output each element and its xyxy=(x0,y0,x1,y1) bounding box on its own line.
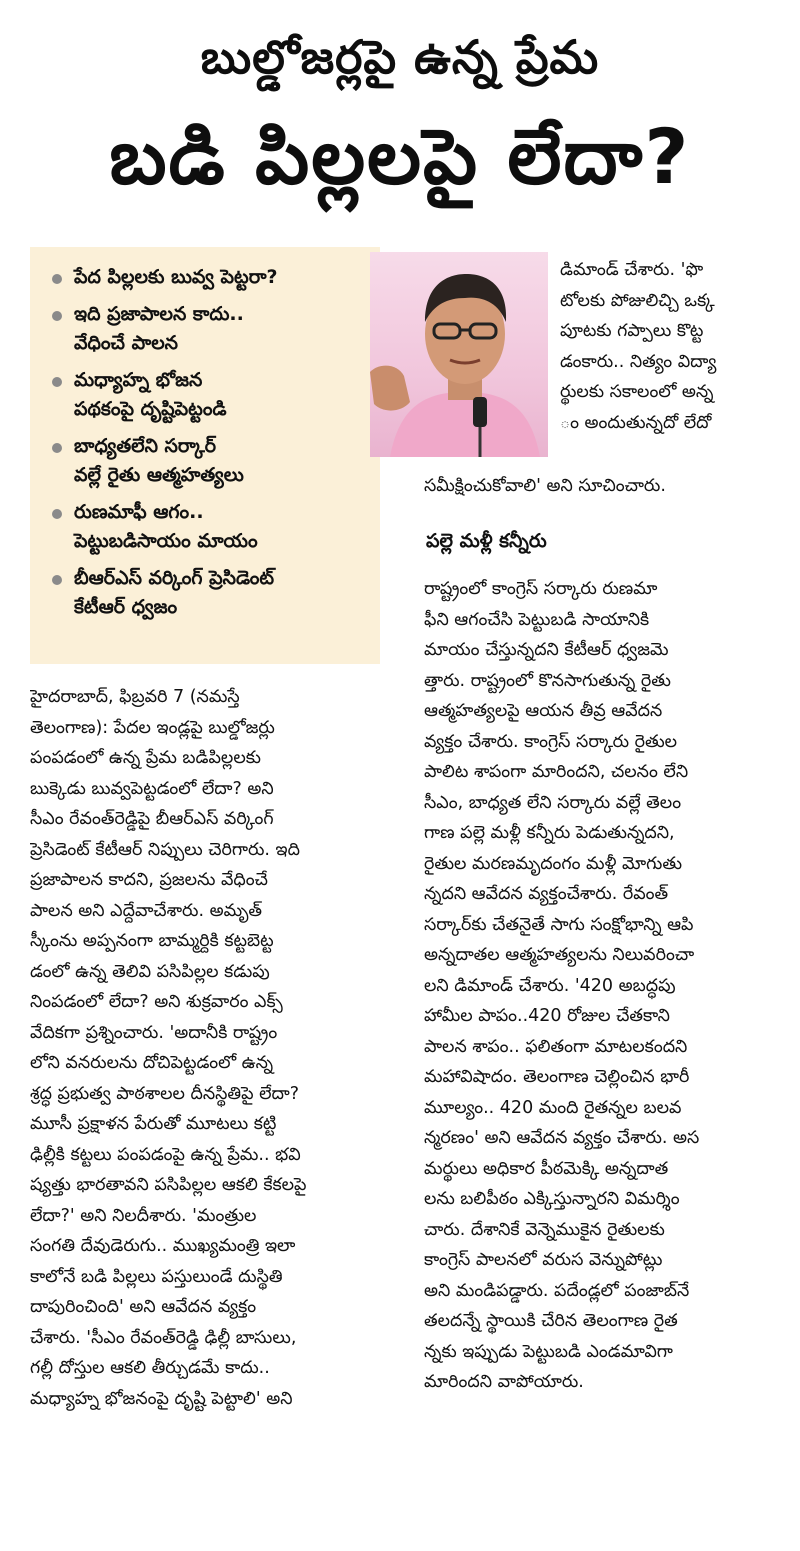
article-line: దాపురించింది' అని ఆవేదన వ్యక్తం xyxy=(30,1297,257,1317)
article-line: తెలంగాణ): పేదల ఇండ్లపై బుల్డోజర్లు xyxy=(30,717,275,738)
article-line: ష్యత్తు భారతావని పసిపిల్లల ఆకలి కేకలపై xyxy=(30,1175,307,1195)
highlight-text: ఇది ప్రజాపాలన కాదు.. xyxy=(74,303,244,325)
article-line: సమీక్షించుకోవాలి' అని సూచించారు. xyxy=(424,476,666,496)
highlights-box xyxy=(30,247,380,664)
article-line: ప్రెసిడెంట్ కేటీఆర్ నిప్పులు చెరిగారు. ఇది xyxy=(30,839,300,860)
highlight-text: కేటీఆర్ ధ్వజం xyxy=(74,596,178,618)
article-line: వ్యక్తం చేశారు. కాంగ్రెస్ సర్కారు రైతుల xyxy=(424,731,678,752)
subheading: పల్లె మళ్లీ కన్నీరు xyxy=(426,530,547,552)
headline-line-1: బుల్డోజర్లపై ఉన్న ప్రేమ xyxy=(200,30,600,84)
highlight-item xyxy=(52,564,370,622)
article-line: మధ్యాహ్న భోజనంపై దృష్టి పెట్టాలి' అని xyxy=(30,1388,293,1409)
highlight-text: మధ్యాహ్న భోజన xyxy=(74,369,203,391)
highlight-item xyxy=(52,263,370,292)
article-line: సీఎం, బాధ్యత లేని సర్కారు వల్లే తెలం xyxy=(424,792,682,813)
article-line: ర్థులకు సకాలంలో అన్న xyxy=(560,382,714,402)
article-line: పాలన అని ఎద్దేవాచేశారు. అమృత్ xyxy=(30,900,263,921)
highlight-item xyxy=(52,432,370,490)
speaker-photo xyxy=(370,252,548,457)
bullet-icon xyxy=(52,377,62,387)
article-column-right xyxy=(424,574,792,1398)
article-line: నింపడంలో లేదా? అని శుక్రవారం ఎక్స్ xyxy=(30,992,283,1012)
article-line: అన్నదాతల ఆత్మహత్యలను నిలువరించా xyxy=(424,945,695,965)
article-line: హైదరాబాద్, ఫిబ్రవరి 7 (నమస్తే xyxy=(30,687,240,707)
article-line: లను బలిపీఠం ఎక్కిస్తున్నారని విమర్శిం xyxy=(424,1189,680,1209)
highlight-text: బీఆర్ఎస్ వర్కింగ్ ప్రెసిడెంట్ xyxy=(74,567,275,589)
article-line: బుక్కెడు బువ్వపెట్టడంలో లేదా? అని xyxy=(30,778,274,799)
bullet-icon xyxy=(52,443,62,453)
bullet-icon xyxy=(52,311,62,321)
article-line: డంలో ఉన్న తెలివి పసిపిల్లల కడుపు xyxy=(30,961,270,982)
highlight-text: పథకంపై దృష్టిపెట్టండి xyxy=(74,398,227,420)
highlight-text: పెట్టుబడిసాయం మాయం xyxy=(74,530,258,552)
highlight-text: రుణమాఫీ ఆగం.. xyxy=(74,501,204,523)
article-line: లేదా?' అని నిలదీశారు. 'మంత్రుల xyxy=(30,1205,257,1226)
highlight-text: బాధ్యతలేని సర్కార్ xyxy=(74,435,217,457)
article-line: ఆత్మహత్యలపై ఆయన తీవ్ర ఆవేదన xyxy=(424,701,663,721)
highlight-item xyxy=(52,300,370,358)
article-line: రాష్ట్రంలో కాంగ్రెస్ సర్కారు రుణమా xyxy=(424,579,658,599)
article-line: కాలోనే బడి పిల్లలు పస్తులుండే దుస్థితి xyxy=(30,1266,283,1287)
highlight-item xyxy=(52,366,370,424)
article-line: అని మండిపడ్డారు. పదేండ్లలో పంజాబ్‌నే xyxy=(424,1280,690,1301)
article-line: గల్లీ దోస్తుల ఆకలి తీర్చుడమే కాదు.. xyxy=(30,1358,270,1378)
article-column-right-top xyxy=(560,255,792,438)
speaker-photo-illustration xyxy=(370,252,548,457)
headline-line-2: బడి పిల్లలపై లేదా? xyxy=(109,112,691,201)
bullet-icon xyxy=(52,509,62,519)
article-column-right-wide xyxy=(424,471,792,502)
highlight-item xyxy=(52,498,370,556)
article-line: స్కీంను అప్పనంగా బామ్మర్దికి కట్టబెట్ట xyxy=(30,931,274,951)
article-line: ప్రజాపాలన కాదని, ప్రజలను వేధించే xyxy=(30,870,268,890)
article-line: మహావిషాదం. తెలంగాణ చెల్లించిన భారీ xyxy=(424,1067,690,1087)
article-line: మూసీ ప్రక్షాళన పేరుతో మూటలు కట్టి xyxy=(30,1114,277,1134)
article-line: హామీల పాపం..420 రోజుల చేతకాని xyxy=(424,1006,670,1026)
article-line: లోని వనరులను దోచిపెట్టడంలో ఉన్న xyxy=(30,1053,274,1073)
article-line: ఢిల్లీకి కట్టలు పంపడంపై ఉన్న ప్రేమ.. భవి xyxy=(30,1144,301,1165)
article-line: డంకారు.. నిత్యం విద్యా xyxy=(560,351,717,372)
article-line: మారిందని వాపోయారు. xyxy=(424,1372,584,1392)
article-line: పాలన శాపం.. ఫలితంగా మాటలకందని xyxy=(424,1036,688,1057)
article-line: తలదన్నే స్థాయికి చేరిన తెలంగాణ రైత xyxy=(424,1311,678,1331)
article-line: సీఎం రేవంత్‌రెడ్డిపై బీఆర్ఎస్ వర్కింగ్ xyxy=(30,809,274,829)
article-line: సర్కార్‌కు చేతనైతే సాగు సంక్షోభాన్ని ఆపి xyxy=(424,914,694,935)
highlight-text: వేధించే పాలన xyxy=(74,332,179,354)
article-line: పంపడంలో ఉన్న ప్రేమ బడిపిల్లలకు xyxy=(30,748,261,768)
article-line: లని డిమాండ్ చేశారు. '420 అబద్ధపు xyxy=(424,975,676,996)
article-line: వేదికగా ప్రశ్నించారు. 'అదానీకి రాష్ట్రం xyxy=(30,1022,278,1043)
article-line: న్మరణం' అని ఆవేదన వ్యక్తం చేశారు. అస xyxy=(424,1128,700,1148)
article-line: న్నదని ఆవేదన వ్యక్తంచేశారు. రేవంత్ xyxy=(424,884,669,904)
article-line: సంగతి దేవుడెరుగు.. ముఖ్యమంత్రి ఇలా xyxy=(30,1236,296,1256)
highlight-text: వల్లే రైతు ఆత్మహత్యలు xyxy=(74,464,244,486)
article-line: మర్థులు అధికార పీఠమెక్కి అన్నదాత xyxy=(424,1158,669,1179)
article-line: డిమాండ్ చేశారు. 'ఫొ xyxy=(560,260,704,280)
article-line: మూల్యం.. 420 మంది రైతన్నల బలవ xyxy=(424,1097,682,1118)
article-line: చారు. దేశానికే వెన్నెముకైన రైతులకు xyxy=(424,1219,665,1240)
article-line: పాలిట శాపంగా మారిందని, చలనం లేని xyxy=(424,762,689,782)
article-line: చేశారు. 'సీఎం రేవంత్‌రెడ్డి ఢిల్లీ బాసులు, xyxy=(30,1327,297,1348)
article-line: శ్రద్ధ ప్రభుత్వ పాఠశాలల దీనస్థితిపై లేదా? xyxy=(30,1083,300,1104)
article-line: మాయం చేస్తున్నదని కేటీఆర్ ధ్వజమె xyxy=(424,640,669,660)
bullet-icon xyxy=(52,575,62,585)
article-line: రైతుల మరణమృదంగం మళ్లీ మోగుతు xyxy=(424,853,683,874)
article-line: న్నకు ఇప్పుడు పెట్టుబడి ఎండమావిగా xyxy=(424,1341,673,1362)
article-line: కాంగ్రెస్ పాలనలో వరుస వెన్నుపోట్లు xyxy=(424,1250,663,1270)
article-column-left xyxy=(30,682,384,1414)
article-line: ం అందుతున్నదో లేదో xyxy=(560,412,712,433)
article-line: గాణ పల్లె మళ్లీ కన్నీరు పెడుతున్నదని, xyxy=(424,823,675,843)
article-line: ఫీని ఆగంచేసి పెట్టుబడి సాయానికి xyxy=(424,609,650,630)
article-line: టోలకు పోజులిచ్చి ఒక్క xyxy=(560,290,715,311)
article-line: త్తారు. రాష్ట్రంలో కొనసాగుతున్న రైతు xyxy=(424,670,671,691)
bullet-icon xyxy=(52,274,62,284)
article-line: పూటకు గప్పాలు కొట్ట xyxy=(560,321,704,341)
highlight-text: పేద పిల్లలకు బువ్వ పెట్టరా? xyxy=(74,266,278,288)
